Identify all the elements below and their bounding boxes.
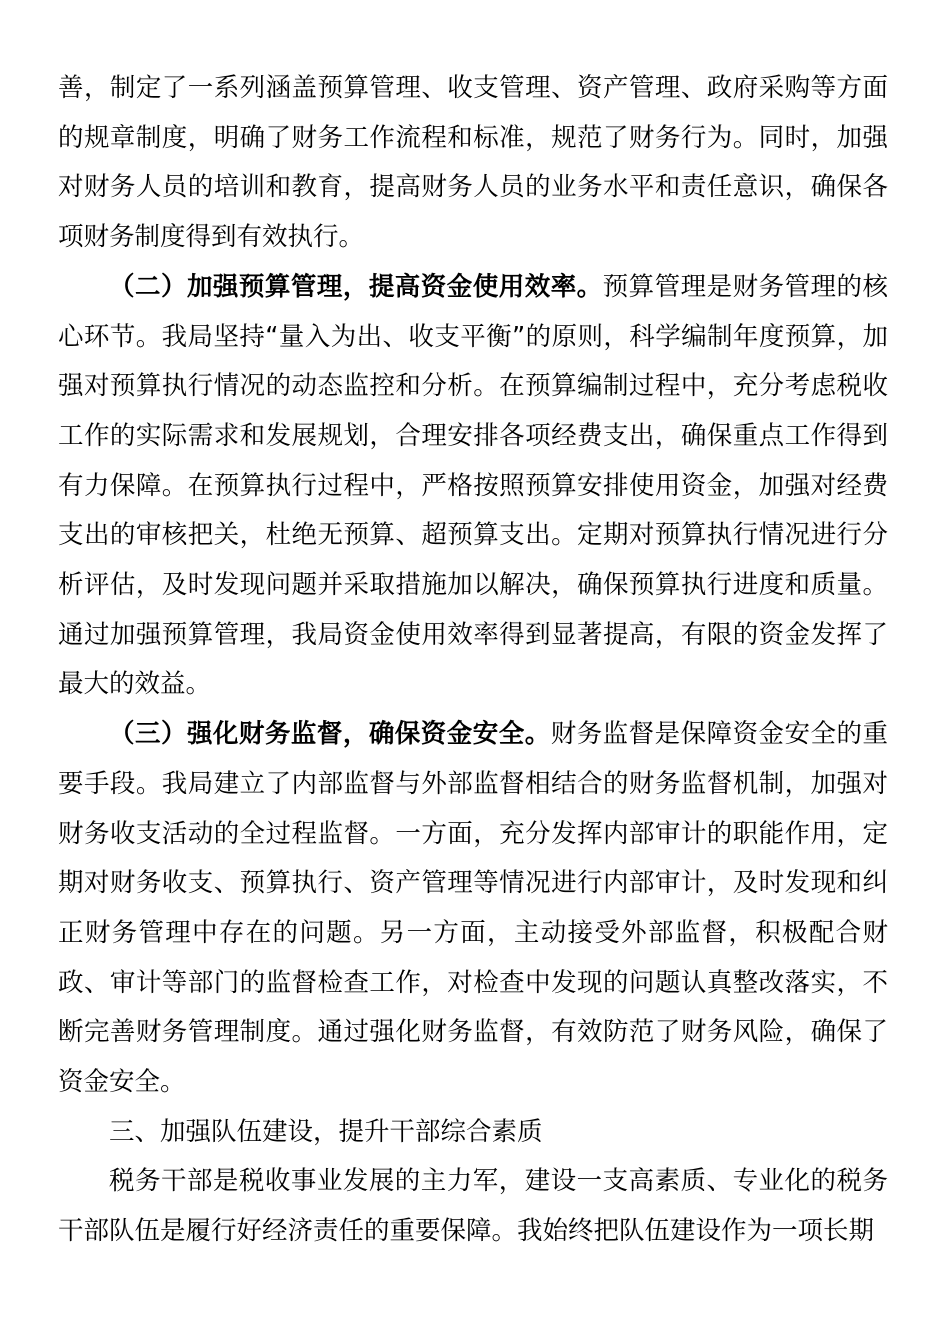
paragraph-budget-management bbox=[58, 263, 888, 710]
document-body bbox=[58, 64, 888, 1257]
paragraph-team-building bbox=[58, 1157, 888, 1256]
paragraph-text: 税务干部是税收事业发展的主力军，建设一支高素质、专业化的税务干部队伍是履行好经济责任的重要保障。我始终把队伍建设作为一项长期 bbox=[58, 1166, 888, 1247]
paragraph-continuation bbox=[58, 64, 888, 263]
paragraph-text: 预算管理是财务管理的核心环节。我局坚持“量入为出、收支平衡”的原则，科学编制年度预算，加强对预算执行情况的动态监控和分析。在预算编制过程中，充分考虑税收工作的实际需求和发展规划，合理安排各项经费支出，确保重点工作得到有力保障。在预算执行过程中，严格按照预算安排使用资金，加强对经费支出的审核把关，杜绝无预算、超预算支出。定期对预算执行情况进行分析评估，及时发现问题并采取措施加以解决，确保预算执行进度和质量。通过加强预算管理，我局资金使用效率得到显著提高，有限的资金发挥了最大的效益。 bbox=[58, 271, 888, 700]
subsection-heading-supervision: （三）强化财务监督，确保资金安全。 bbox=[109, 719, 551, 750]
paragraph-financial-supervision bbox=[58, 710, 888, 1108]
section-heading-team-building: 三、加强队伍建设，提升干部综合素质 bbox=[109, 1116, 543, 1147]
subsection-heading-budget: （二）加强预算管理，提高资金使用效率。 bbox=[109, 271, 603, 302]
paragraph-text: 财务监督是保障资金安全的重要手段。我局建立了内部监督与外部监督相结合的财务监督机制，加强对财务收支活动的全过程监督。一方面，充分发挥内部审计的职能作用，定期对财务收支、预算执行、资产管理等情况进行内部审计，及时发现和纠正财务管理中存在的问题。另一方面，主动接受外部监督，积极配合财政、审计等部门的监督检查工作，对检查中发现的问题认真整改落实，不断完善财务管理制度。通过强化财务监督，有效防范了财务风险，确保了资金安全。 bbox=[58, 719, 888, 1098]
paragraph-text: 善，制定了一系列涵盖预算管理、收支管理、资产管理、政府采购等方面的规章制度，明确了财务工作流程和标准，规范了财务行为。同时，加强对财务人员的培训和教育，提高财务人员的业务水平和责任意识，确保各项财务制度得到有效执行。 bbox=[58, 73, 888, 253]
